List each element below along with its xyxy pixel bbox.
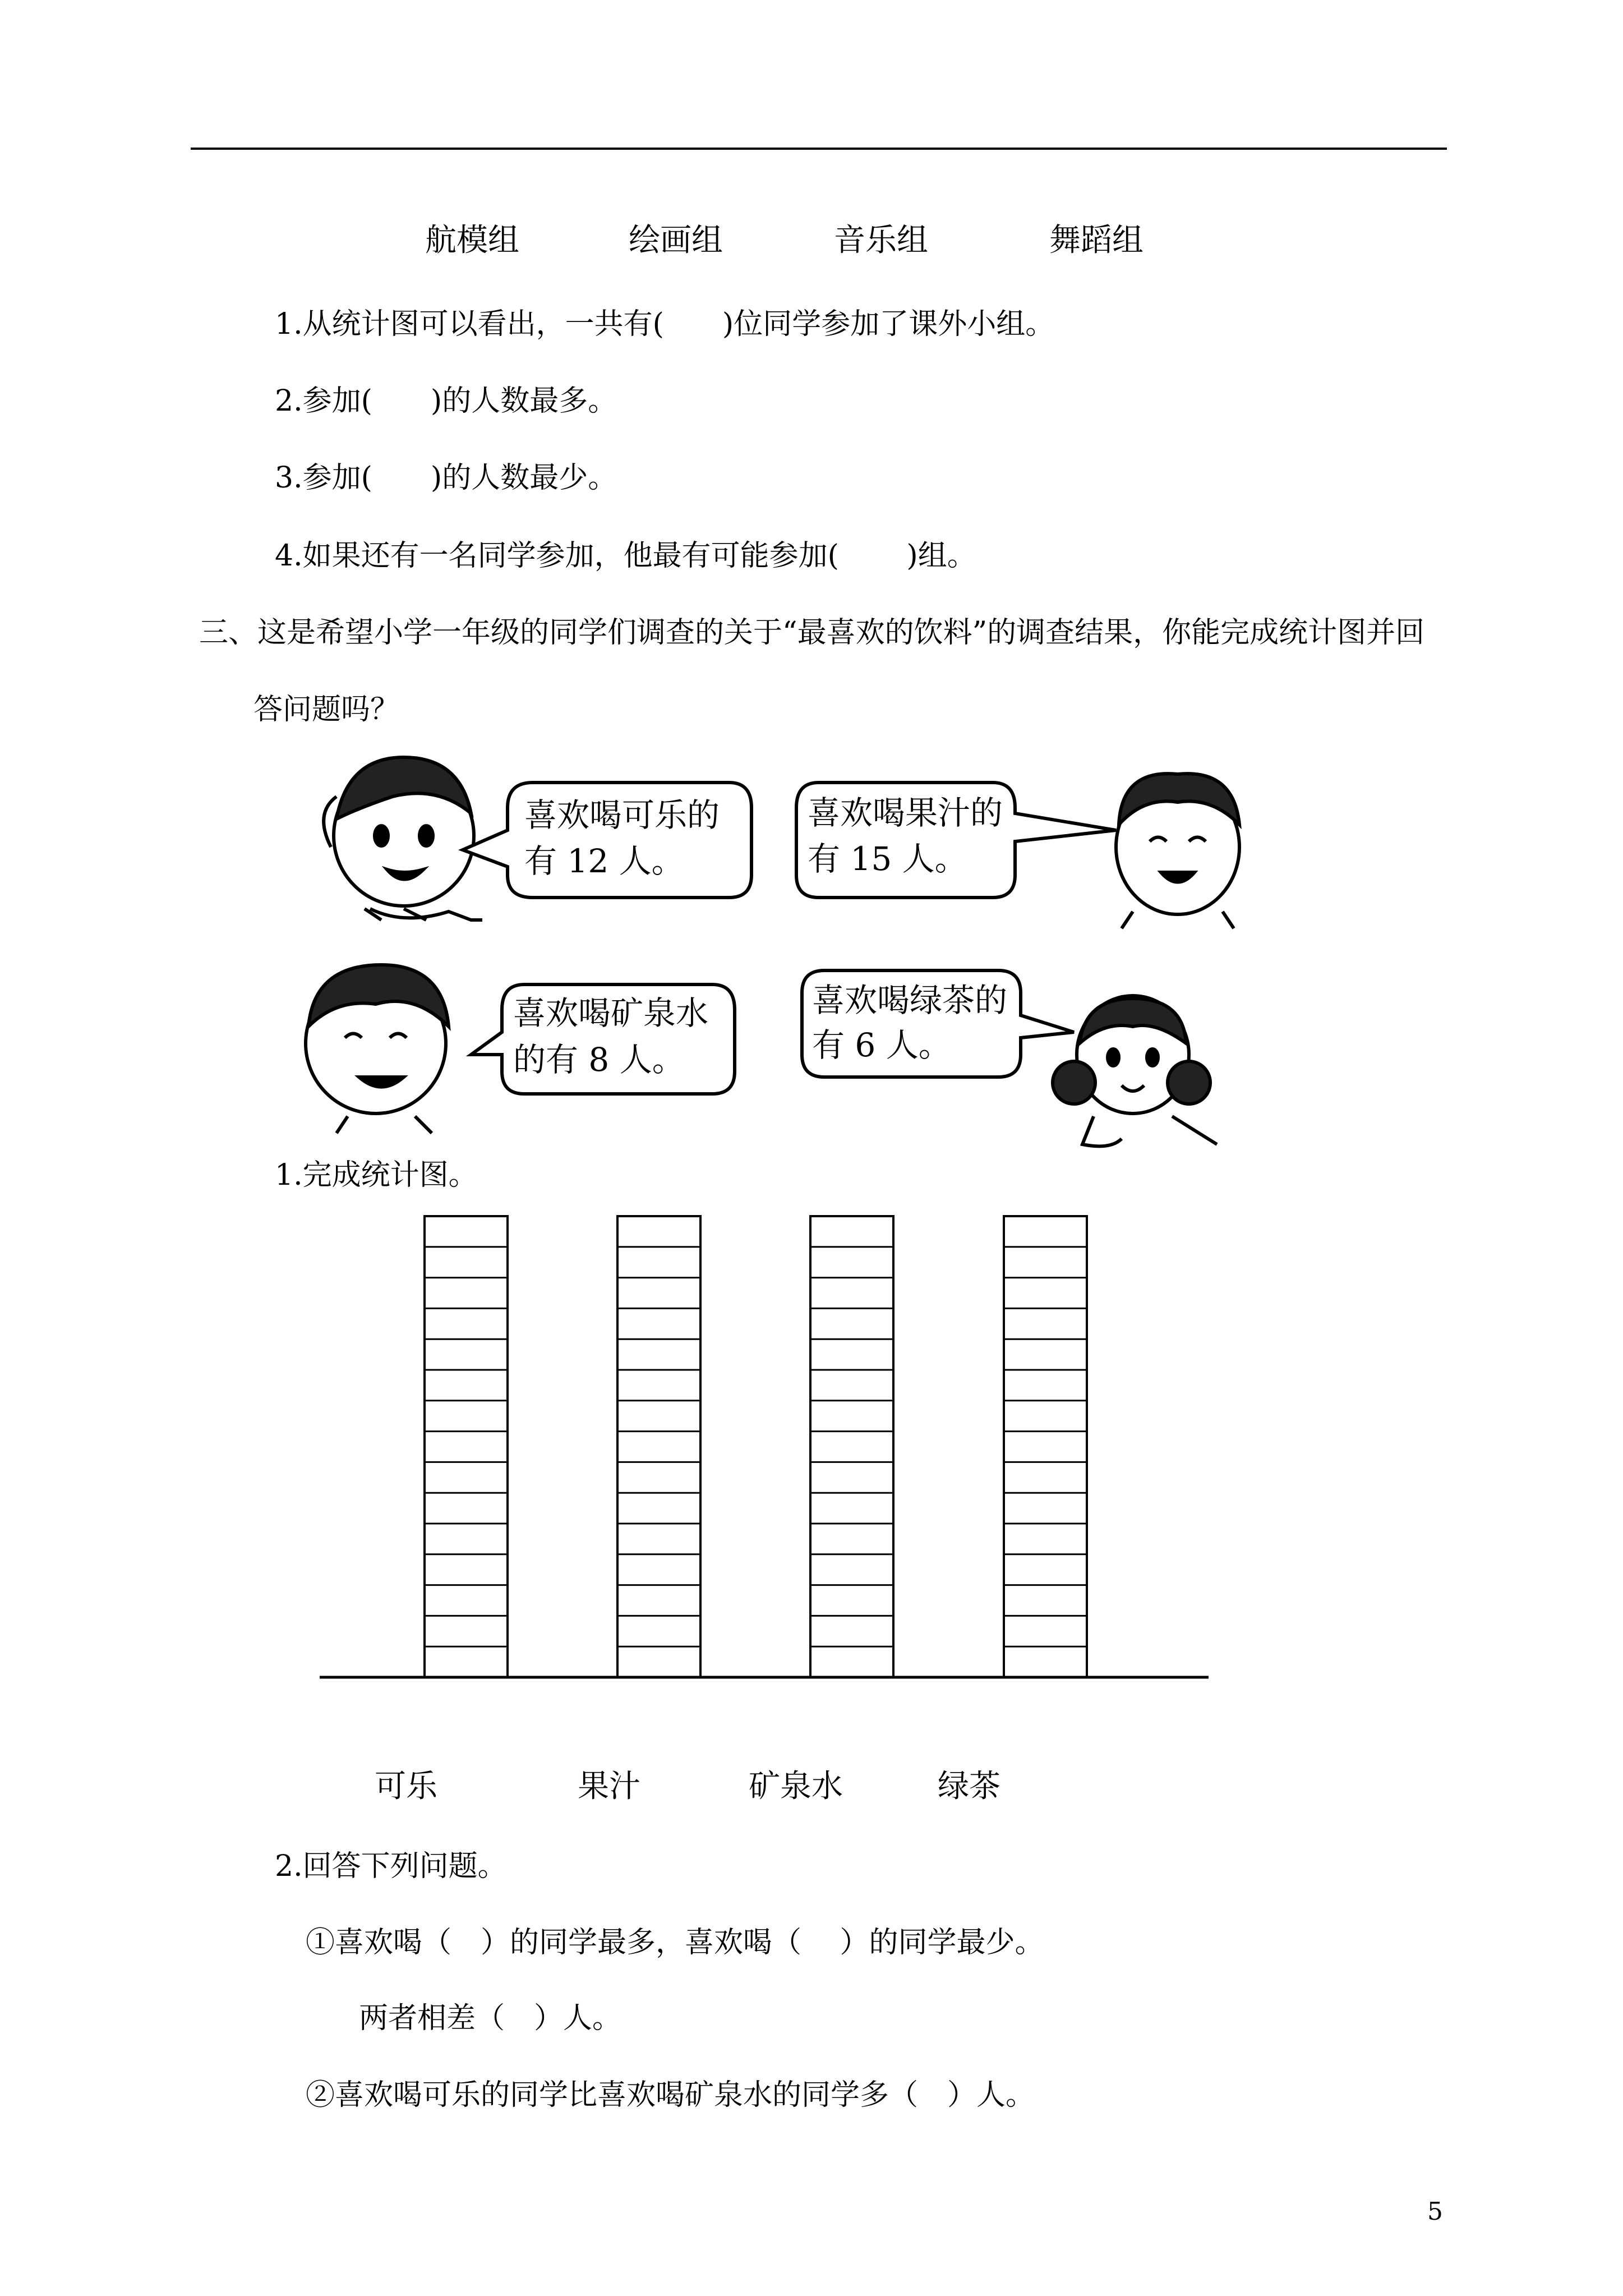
question-line: 3.参加( )的人数最少。 [275, 461, 617, 495]
bubble-text-line: 有 6 人。 [812, 1026, 951, 1064]
prev-chart-category: 舞蹈组 [1049, 222, 1144, 259]
bubble-text-line: 喜欢喝果汁的 [808, 794, 1003, 832]
bubble-text-line: 有 15 人。 [808, 840, 967, 878]
task-label: 1.完成统计图。 [275, 1158, 478, 1192]
bubble-text-line: 有 12 人。 [524, 842, 684, 880]
answer-line: 两者相差（ ）人。 [359, 2001, 622, 2035]
bubble-text-line: 喜欢喝绿茶的 [812, 981, 1008, 1019]
answer-line: ①喜欢喝（ ）的同学最多，喜欢喝（ ）的同学最少。 [306, 1926, 1044, 1959]
chart-category-label: 可乐 [375, 1768, 437, 1805]
chart-column-grid [810, 1216, 893, 1677]
bubble-text-line: 喜欢喝可乐的 [524, 796, 720, 834]
bubble-text-line: 喜欢喝矿泉水 [513, 994, 709, 1032]
answer-line: ②喜欢喝可乐的同学比喜欢喝矿泉水的同学多（ ）人。 [306, 2078, 1035, 2112]
chart-category-label: 果汁 [578, 1768, 640, 1805]
chart-category-label: 矿泉水 [749, 1768, 843, 1805]
chart-column-grid [617, 1216, 700, 1677]
chart-category-label: 绿茶 [938, 1768, 1000, 1805]
question-line: 2.参加( )的人数最多。 [275, 384, 617, 418]
chart-column-grid [1004, 1216, 1087, 1677]
prev-chart-category: 音乐组 [834, 222, 928, 259]
prev-chart-category: 绘画组 [629, 222, 723, 259]
page-number: 5 [1427, 2197, 1443, 2226]
chart-column-outline [1004, 1216, 1087, 1677]
chart-column-grid [425, 1216, 508, 1677]
bubble-text-line: 的有 8 人。 [513, 1041, 685, 1079]
chart-column-outline [810, 1216, 893, 1677]
chart-column-outline [425, 1216, 508, 1677]
task-label: 2.回答下列问题。 [275, 1849, 507, 1883]
section-heading-cont: 答问题吗？ [253, 693, 400, 726]
chart-column-outline [617, 1216, 700, 1677]
question-line: 1.从统计图可以看出，一共有( )位同学参加了课外小组。 [275, 307, 1055, 341]
question-line: 4.如果还有一名同学参加，他最有可能参加( )组。 [275, 539, 976, 573]
section-heading: 三、这是希望小学一年级的同学们调查的关于“最喜欢的饮料”的调查结果，你能完成统计图并回 [199, 616, 1425, 650]
prev-chart-category: 航模组 [425, 222, 519, 259]
